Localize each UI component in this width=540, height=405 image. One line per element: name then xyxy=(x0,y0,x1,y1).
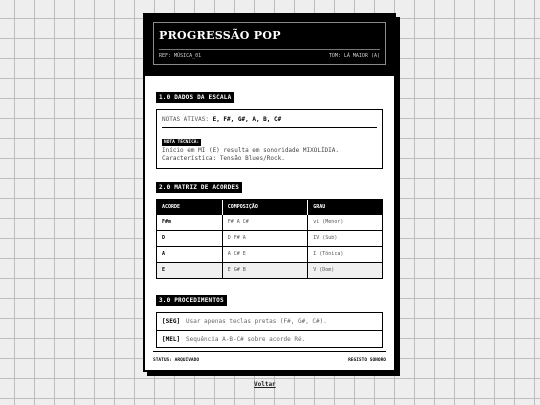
document-card xyxy=(143,13,396,372)
chords-section-heading: 2.0 MATRIZ DE ACORDES xyxy=(156,182,242,193)
table-row[interactable] xyxy=(157,230,382,246)
table-header-row xyxy=(157,200,382,214)
page-title: PROGRESSÃO POP xyxy=(159,29,281,42)
key-label: TOM: LÁ MAIOR (A) xyxy=(328,53,380,59)
procedure-text: Sequência A-B-C# sobre acorde Ré. xyxy=(186,335,306,343)
list-item xyxy=(157,330,382,347)
active-notes-label: NOTAS ATIVAS: xyxy=(162,116,209,123)
table-row[interactable] xyxy=(157,214,382,230)
chord-matrix xyxy=(156,199,383,279)
composition-cell: F# A C# xyxy=(222,214,308,230)
column-header-chord: ACORDE xyxy=(157,200,222,214)
scale-box xyxy=(156,109,383,169)
grade-cell: IV (Sub) xyxy=(308,230,382,246)
back-link[interactable]: Voltar xyxy=(254,381,276,388)
technical-note-line-2: Característica: Tensão Blues/Rock. xyxy=(162,155,285,162)
composition-cell: A C# E xyxy=(222,246,308,262)
composition-cell: E G# B xyxy=(222,262,308,278)
header-frame xyxy=(153,22,386,65)
column-header-composition: COMPOSIÇÃO xyxy=(222,200,308,214)
procedure-tag: [MEL] xyxy=(162,335,181,343)
scale-section-heading: 1.0 DADOS DA ESCALA xyxy=(156,92,234,103)
chord-table xyxy=(157,200,382,278)
chord-cell: A xyxy=(157,246,222,262)
composition-cell: D F# A xyxy=(222,230,308,246)
procedures-box xyxy=(156,312,383,348)
procedure-tag: [SEG] xyxy=(162,318,181,325)
scale-section xyxy=(156,84,383,169)
procedures-section xyxy=(156,287,383,348)
table-row[interactable] xyxy=(157,246,382,262)
card-header xyxy=(145,15,394,76)
active-notes xyxy=(157,110,382,127)
grade-cell: vi (Menor) xyxy=(308,214,382,230)
procedure-text: Usar apenas teclas pretas (F#, G#, C#). xyxy=(186,318,327,325)
grade-cell: V (Dom) xyxy=(308,262,382,278)
active-notes-value: E, F#, G#, A, B, C# xyxy=(212,116,282,123)
technical-note-line-1: Início em MI (E) resulta em sonoridade MIXOLÍDIA. xyxy=(162,147,340,154)
chords-section xyxy=(156,174,383,279)
divider xyxy=(162,127,377,128)
list-item xyxy=(157,313,382,330)
status-label: STATUS: ARQUIVADO xyxy=(153,358,200,363)
footer-right-label: REGISTO SONORO xyxy=(348,358,386,363)
table-row[interactable] xyxy=(157,262,382,278)
card-footer xyxy=(153,351,386,363)
grade-cell: I (Tônica) xyxy=(308,246,382,262)
ref-line xyxy=(159,49,380,59)
chord-cell: E xyxy=(157,262,222,278)
reference-code: REF: MÚSICA_01 xyxy=(159,53,202,59)
technical-note-text xyxy=(157,147,382,168)
chord-cell: D xyxy=(157,230,222,246)
procedures-section-heading: 3.0 PROCEDIMENTOS xyxy=(156,295,227,306)
column-header-grade: GRAU xyxy=(308,200,382,214)
chord-cell: F#m xyxy=(157,214,222,230)
technical-note-tag: NOTA TÉCNICA: xyxy=(164,140,200,145)
